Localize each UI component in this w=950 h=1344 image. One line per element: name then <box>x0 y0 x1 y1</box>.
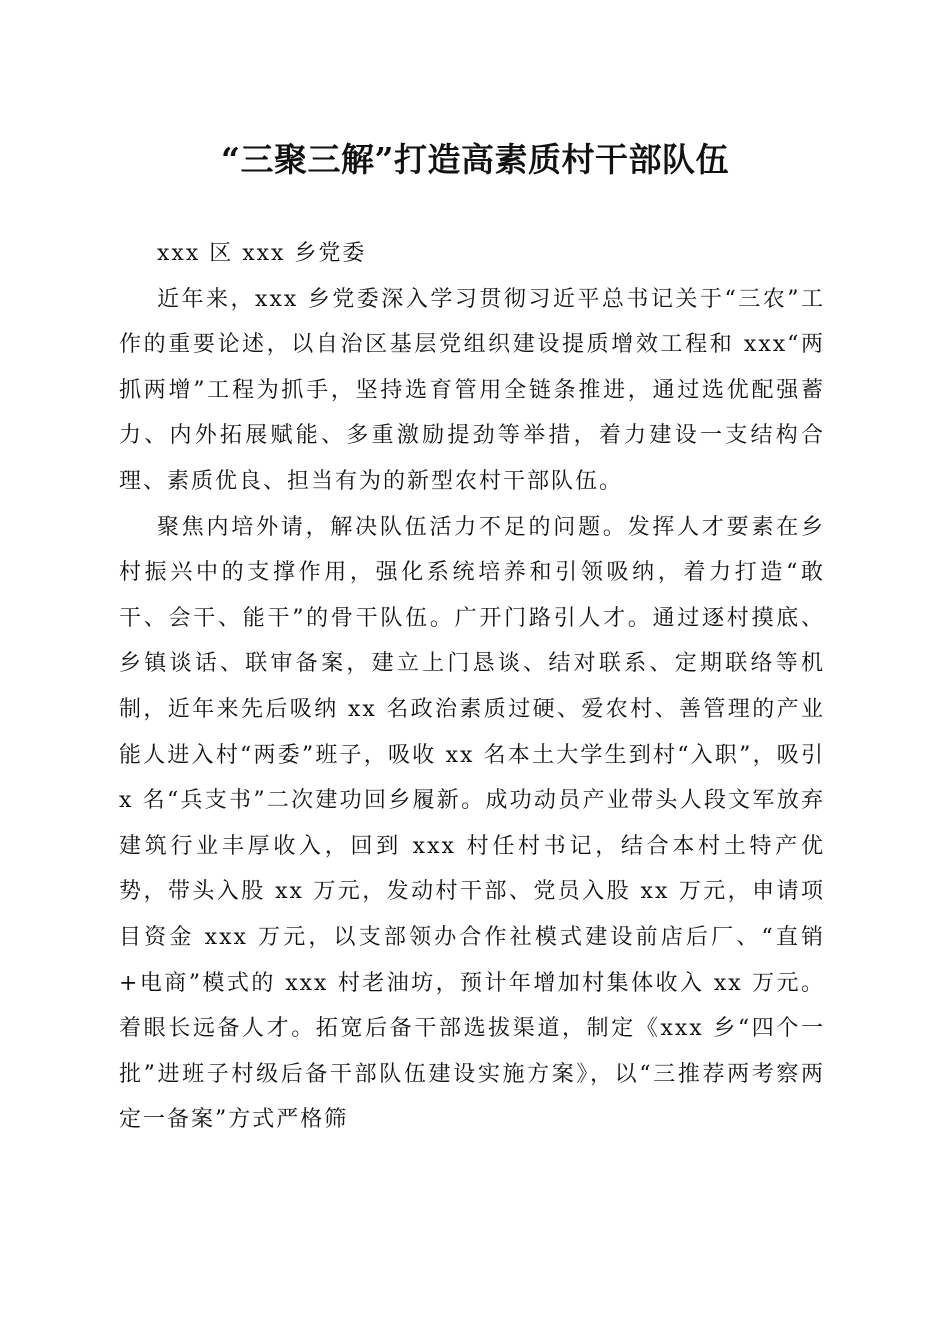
body-paragraph: 聚焦内培外请，解决队伍活力不足的问题。发挥人才要素在乡村振兴中的支撑作用，强化系统培养和引领吸纳，着力打造“敢干、会干、能干”的骨干队伍。广开门路引人才。通过逐村摸底、乡镇谈话、联审备案，建立上门恳谈、结对联系、定期联络等机制，近年来先后吸纳 xx 名政治素质过硬、爱农村、善管理的产业能人进入村“两委”班子，吸收 xx 名本土大学生到村“入职”，吸引 x 名“兵支书”二次建功回乡履新。成功动员产业带头人段文军放弃建筑行业丰厚收入，回到 xxx 村任村书记，结合本村土特产优势，带头入股 xx 万元，发动村干部、党员入股 xx 万元，申请项目资金 xxx 万元，以支部领办合作社模式建设前店后厂、“直销+电商”模式的 xxx 村老油坊，预计年增加村集体收入 xx 万元。着眼长远备人才。拓宽后备干部选拔渠道，制定《xxx 乡“四个一批”进班子村级后备干部队伍建设实施方案》，以“三推荐两考察两定一备案”方式严格筛 <box>119 514 825 1133</box>
body-paragraph: 近年来，xxx 乡党委深入学习贯彻习近平总书记关于“三农”工作的重要论述，以自治区基层党组织建设提质增效工程和 xxx“两抓两增”工程为抓手，坚持选育管用全链条推进，通过选优配强蓄力、内外拓展赋能、多重激励提劲等举措，着力建设一支结构合理、素质优良、担当有为的新型农村干部队伍。 <box>119 286 825 494</box>
document-title: “三聚三解”打造高素质村干部队伍 <box>221 140 729 179</box>
author-line: xxx 区 xxx 乡党委 <box>157 241 367 266</box>
document-body <box>119 231 825 1143</box>
